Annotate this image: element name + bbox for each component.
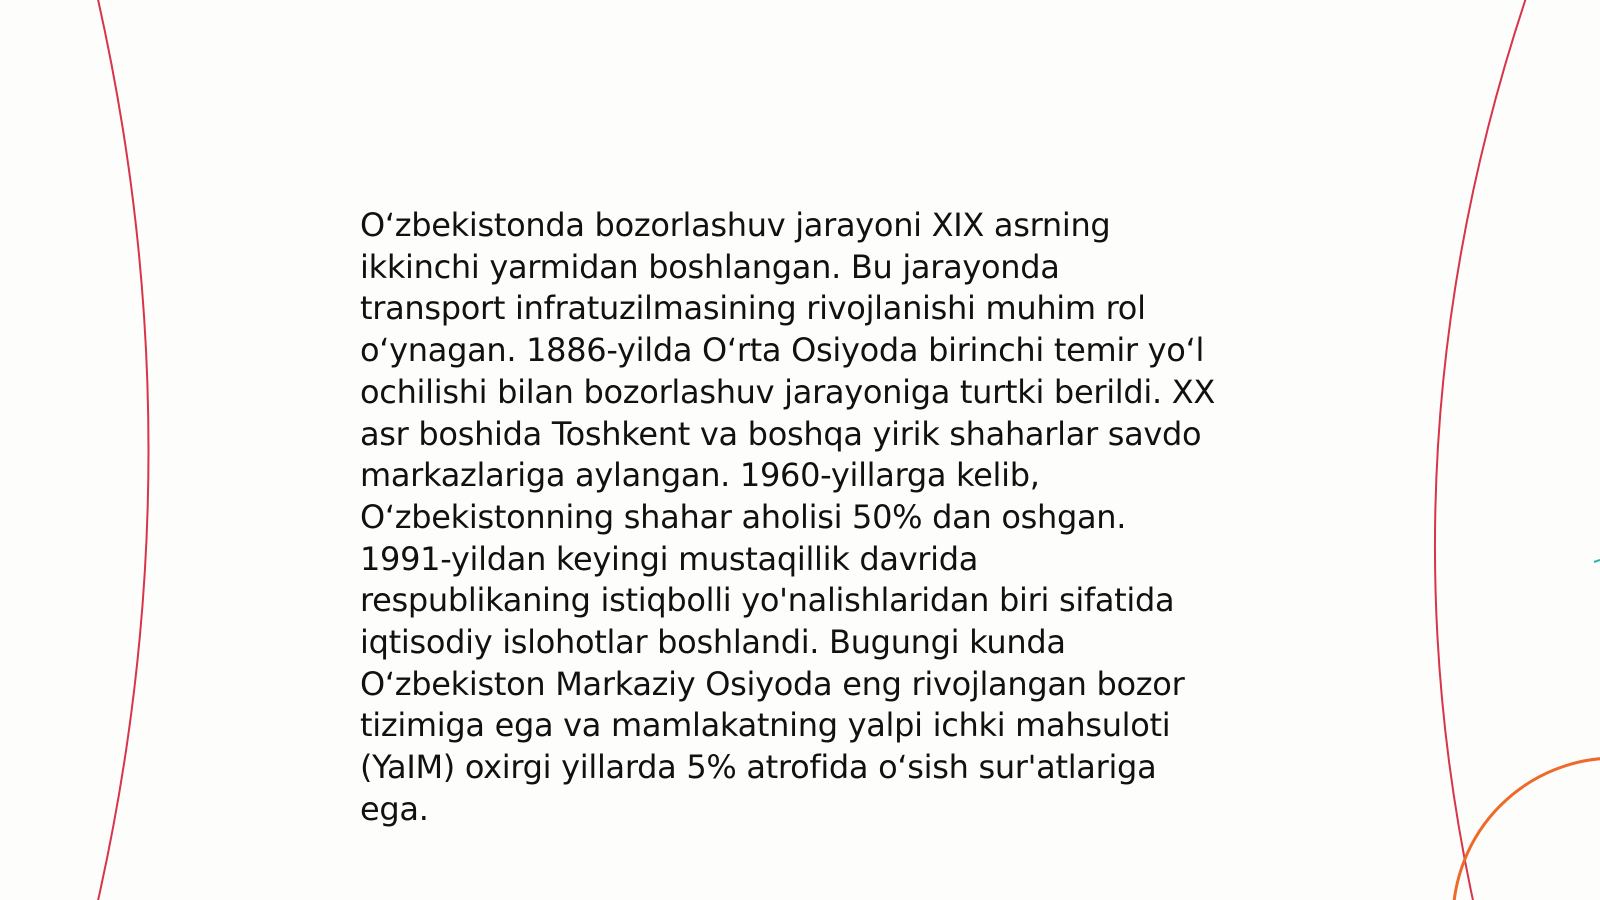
paragraph-line: o‘ynagan. 1886-yilda O‘rta Osiyoda birinchi temir yo‘l bbox=[360, 331, 1205, 370]
paragraph-line: ochilishi bilan bozorlashuv jarayoniga turtki berildi. XX bbox=[360, 372, 1215, 411]
paragraph-line: 1991-yildan keyingi mustaqillik davrida bbox=[360, 539, 979, 578]
paragraph-line: O‘zbekistonning shahar aholisi 50% dan oshgan. bbox=[360, 497, 1127, 536]
right-decorative-curve bbox=[1435, 0, 1527, 900]
paragraph-line: ikkinchi yarmidan boshlangan. Bu jarayonda bbox=[360, 247, 1060, 286]
paragraph-line: asr boshida Toshkent va boshqa yirik shaharlar savdo bbox=[360, 414, 1202, 453]
paragraph-line: ega. bbox=[360, 789, 429, 828]
main-paragraph bbox=[360, 205, 1250, 831]
left-decorative-curve bbox=[97, 0, 149, 900]
paragraph-line: transport infratuzilmasining rivojlanishi muhim rol bbox=[360, 289, 1146, 328]
paragraph-line: tizimiga ega va mamlakatning yalpi ichki mahsuloti bbox=[360, 706, 1171, 745]
paragraph-line: (YaIM) oxirgi yillarda 5% atrofida o‘sish sur'atlariga bbox=[360, 748, 1157, 787]
teal-accent-mark bbox=[1594, 560, 1600, 562]
paragraph-line: O‘zbekistonda bozorlashuv jarayoni XIX asrning bbox=[360, 206, 1111, 244]
paragraph-line: O‘zbekiston Markaziy Osiyoda eng rivojlangan bozor bbox=[360, 664, 1185, 703]
paragraph-line: respublikaning istiqbolli yo'nalishlaridan biri sifatida bbox=[360, 581, 1175, 620]
paragraph-line: markazlariga aylangan. 1960-yillarga kelib, bbox=[360, 456, 1040, 495]
orange-decorative-circle bbox=[1453, 758, 1600, 900]
paragraph-line: iqtisodiy islohotlar boshlandi. Bugungi kunda bbox=[360, 623, 1066, 662]
